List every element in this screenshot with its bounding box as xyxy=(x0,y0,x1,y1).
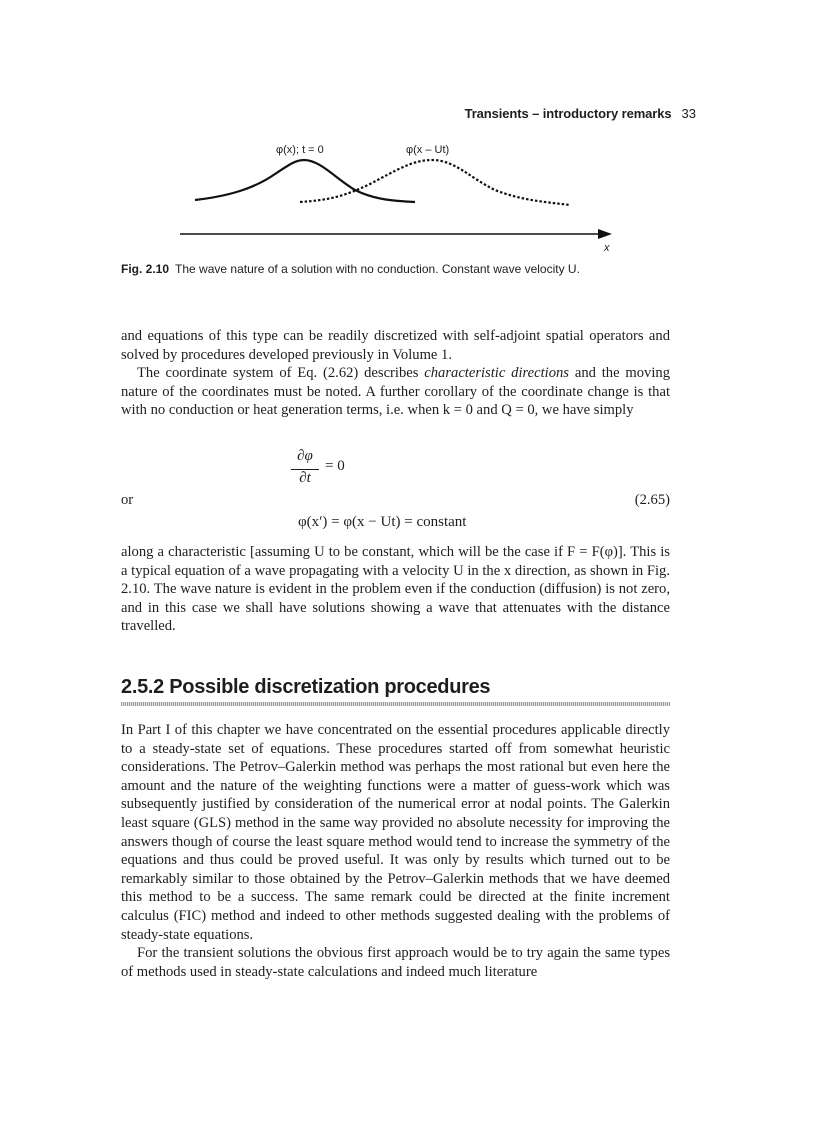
paragraph-1: and equations of this type can be readily discretized with self-adjoint spatial operators and solved by procedures developed previously in Volume 1. xyxy=(121,328,670,363)
figure-label-moved-wave: φ(x – Ut) xyxy=(406,144,450,156)
section-rule xyxy=(121,702,670,706)
page-number: 33 xyxy=(681,106,696,121)
caption-number: Fig. 2.10 xyxy=(121,262,170,276)
fraction-denominator: ∂t xyxy=(299,470,311,486)
figure-label-initial-wave: φ(x); t = 0 xyxy=(276,144,324,156)
x-axis-label: x xyxy=(604,242,610,254)
x-axis-arrowhead xyxy=(598,229,612,239)
equation-number: (2.65) xyxy=(634,492,670,508)
body-text-lower xyxy=(121,543,670,636)
section-heading: 2.5.2 Possible discretization procedures xyxy=(121,676,491,698)
running-head xyxy=(400,106,696,121)
section-paragraph-2: For the transient solutions the obvious first approach would be to try again the same types of methods used in steady-state calculations and indeed much literature xyxy=(121,945,670,980)
initial-wave-curve xyxy=(195,160,415,202)
paragraph-2: The coordinate system of Eq. (2.62) describes characteristic directions and the moving nature of the coordinates must be noted. A further corollary of the coordinate change is that with no conduction or heat generation terms, i.e. when k = 0 and Q = 0, we have simply xyxy=(121,365,671,419)
wave-diagram xyxy=(170,138,630,258)
paragraph-3: along a characteristic [assuming U to be constant, which will be the case if F = F(φ)]. This is a typical equation of a wave propagating with a velocity U in the x direction, as shown in Fig. 2.10. The wave nature is evident in the problem even if the conduction (diffusion) is not zero, and in this case we shall have solutions showing a wave that attenuates with the distance travelled. xyxy=(121,544,670,635)
body-text-upper xyxy=(121,327,670,420)
figure-caption xyxy=(121,262,681,276)
section-paragraph-1: In Part I of this chapter we have concentrated on the essential procedures applicable directly to a steady-state set of equations. These procedures started off from somewhat heuristic considerations. The Petrov–Galerkin method was perhaps the most rational but even here the amount and the nature of the weighting functions were a matter of guess-work which was subsequently justified by consideration of the numerical error at nodal points. The Galerkin least square (GLS) method in the same way provided no absolute necessity for improving the answers though of course the least square method would tend to increase the symmetry of the equations and thus could be proved useful. It was only by results which turned out to be remarkably similar to those obtained by the Petrov–Galerkin methods that we have deemed this method to be a success. The same remark could be directed at the finite increment calculus (FIC) method and indeed to other methods suggested dealing with the problems of steady-state equations. xyxy=(121,722,670,943)
figure-2-10 xyxy=(170,138,630,258)
running-title: Transients – introductory remarks xyxy=(464,106,672,121)
caption-text: The wave nature of a solution with no conduction. Constant wave velocity U. xyxy=(175,262,580,276)
equation-time-derivative xyxy=(289,448,369,496)
or-word: or xyxy=(121,492,134,508)
equation-rhs: = 0 xyxy=(325,458,345,474)
equation-characteristic: φ(x′) = φ(x − Ut) = constant xyxy=(298,514,467,530)
emphasis-characteristic-directions: characteristic directions xyxy=(424,365,569,382)
fraction-numerator: ∂φ xyxy=(297,448,313,464)
translated-wave-curve xyxy=(300,160,570,205)
section-body xyxy=(121,721,670,981)
